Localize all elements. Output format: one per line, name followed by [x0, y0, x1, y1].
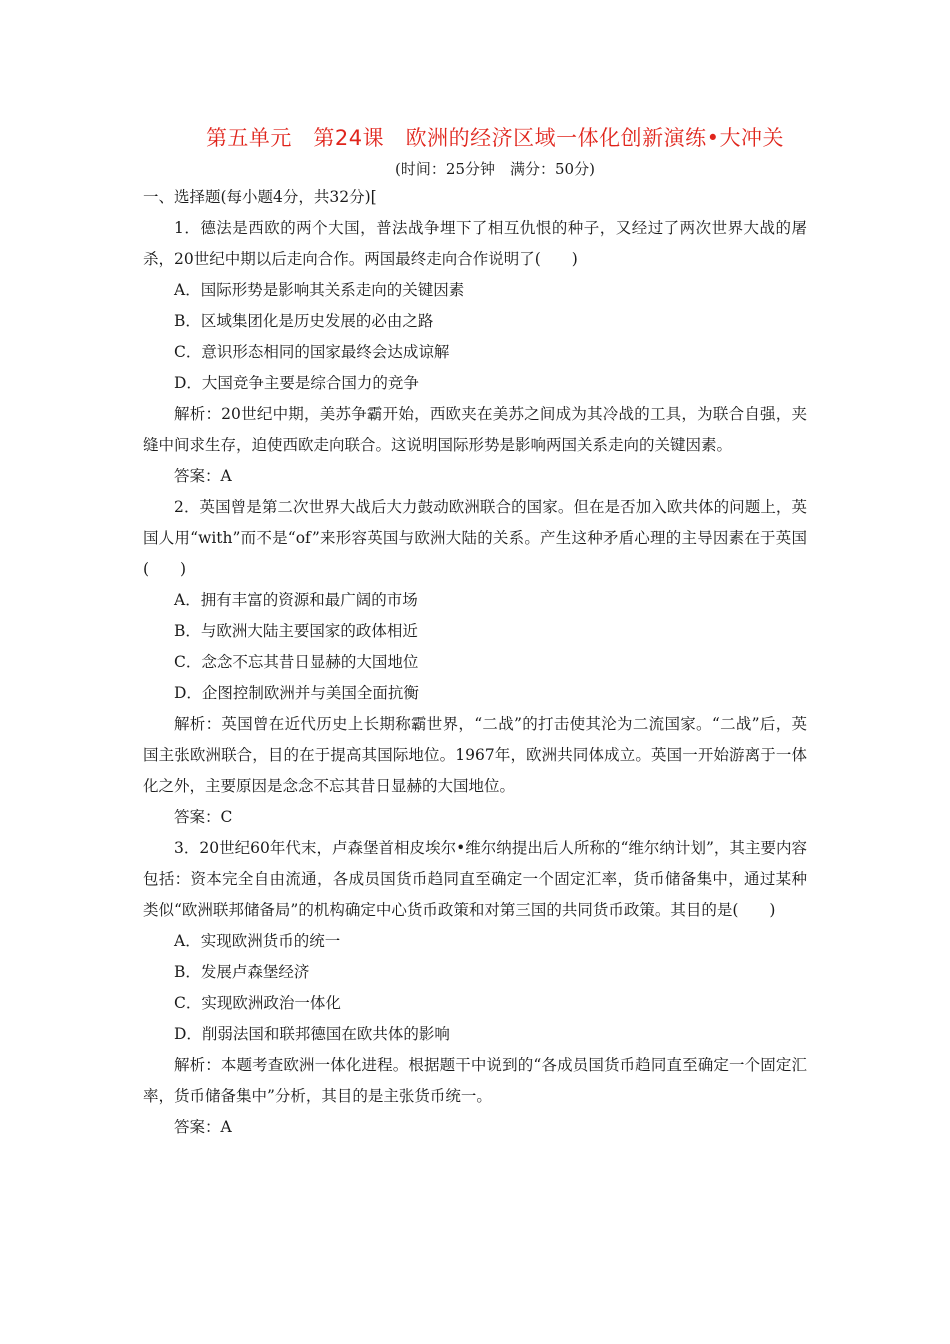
document-body [143, 182, 807, 1143]
option-a: A．实现欧洲货币的统一 [174, 932, 341, 950]
option-d: D．削弱法国和联邦德国在欧共体的影响 [174, 1025, 450, 1043]
analysis: 解析：英国曾在近代历史上长期称霸世界，“二战”的打击使其沦为二流国家。“二战”后，英国主张欧洲联合，目的在于提高其国际地位。1967年，欧洲共同体成立。英国一开始游离于一体化之外，主要原因是念念不忘其昔日显赫的大国地位。 [143, 715, 807, 795]
option-a: A．国际形势是影响其关系走向的关键因素 [174, 281, 465, 299]
question-stem: 3．20世纪60年代末，卢森堡首相皮埃尔•维尔纳提出后人所称的“维尔纳计划”，其主要内容包括：资本完全自由流通，各成员国货币趋同直至确定一个固定汇率，货币储备集中，通过某种类似“欧洲联邦储备局”的机构确定中心货币政策和对第三国的共同货币政策。其目的是( ) [143, 839, 807, 919]
option-c: C．念念不忘其昔日显赫的大国地位 [174, 653, 419, 671]
question-stem: 1．德法是西欧的两个大国，普法战争埋下了相互仇恨的种子，又经过了两次世界大战的屠杀，20世纪中期以后走向合作。两国最终走向合作说明了( ) [143, 219, 807, 268]
analysis: 解析：20世纪中期，美苏争霸开始，西欧夹在美苏之间成为其冷战的工具，为联合自强，夹缝中间求生存，迫使西欧走向联合。这说明国际形势是影响两国关系走向的关键因素。 [143, 405, 807, 454]
question-stem: 2．英国曾是第二次世界大战后大力鼓动欧洲联合的国家。但在是否加入欧共体的问题上，英国人用“with”而不是“of”来形容英国与欧洲大陆的关系。产生这种矛盾心理的主导因素在于英国( ) [143, 498, 807, 578]
option-d: D．企图控制欧洲并与美国全面抗衡 [174, 684, 419, 702]
question-2 [143, 492, 807, 833]
answer: 答案：A [174, 1118, 232, 1136]
analysis: 解析：本题考查欧洲一体化进程。根据题干中说到的“各成员国货币趋同直至确定一个固定汇率，货币储备集中”分析，其目的是主张货币统一。 [143, 1056, 807, 1105]
option-b: B．与欧洲大陆主要国家的政体相近 [174, 622, 418, 640]
answer: 答案：C [174, 808, 233, 826]
option-d: D．大国竞争主要是综合国力的竞争 [174, 374, 419, 392]
option-c: C．意识形态相同的国家最终会达成谅解 [174, 343, 450, 361]
option-a: A．拥有丰富的资源和最广阔的市场 [174, 591, 418, 609]
option-c: C．实现欧洲政治一体化 [174, 994, 341, 1012]
section-heading: 一、选择题(每小题4分，共32分)[ [143, 188, 377, 206]
question-1 [143, 213, 807, 492]
question-3 [143, 833, 807, 1143]
document-title: 第五单元 第24课 欧洲的经济区域一体化创新演练•大冲关 [205, 126, 785, 150]
option-b: B．发展卢森堡经济 [174, 963, 310, 981]
document-subtitle: (时间：25分钟 满分：50分) [395, 160, 595, 178]
option-b: B．区域集团化是历史发展的必由之路 [174, 312, 434, 330]
answer: 答案：A [174, 467, 232, 485]
